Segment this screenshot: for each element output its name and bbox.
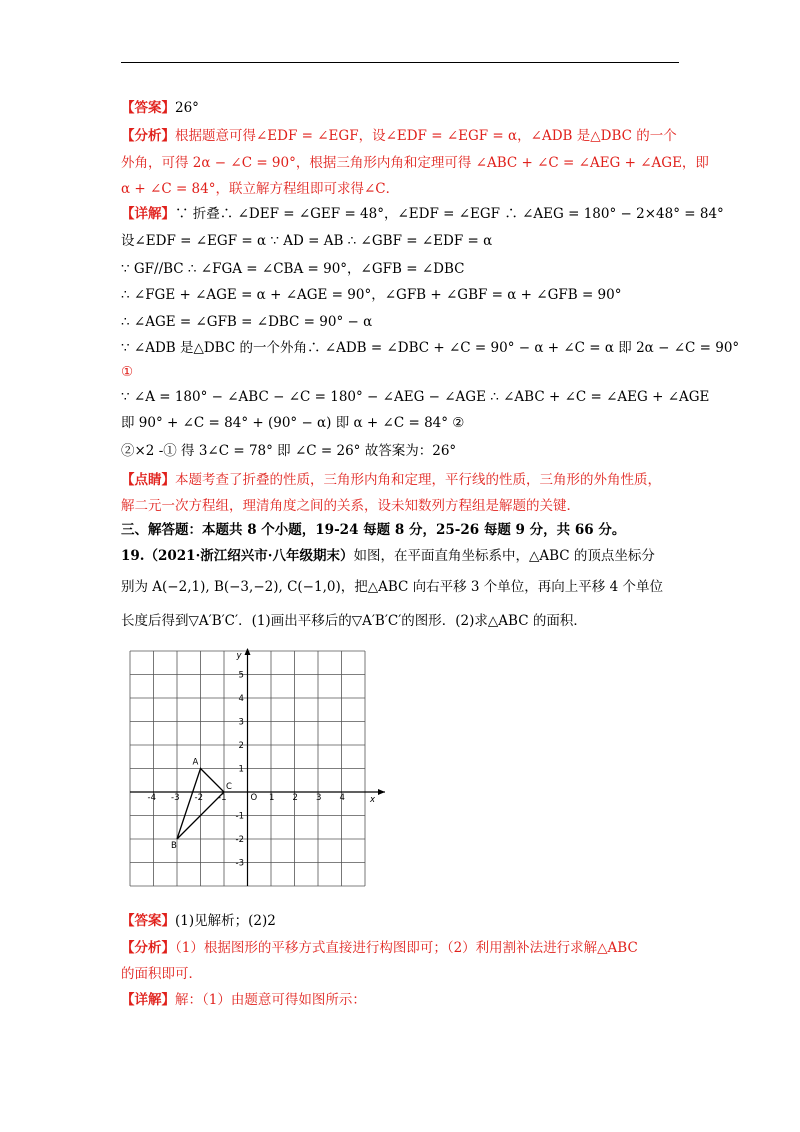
detail-line-4: ∴ ∠FGE + ∠AGE = α + ∠AGE = 90°，∠GFB + ∠GBF = α + ∠GFB = 90° bbox=[121, 287, 622, 303]
header-rule bbox=[121, 62, 679, 63]
y-tick-label: 2 bbox=[238, 741, 244, 751]
answer2-line bbox=[121, 911, 276, 931]
answer2-tag: 【答案】 bbox=[121, 913, 175, 929]
vertex-label: B bbox=[171, 841, 177, 851]
question-line-2: 别为 A(−2,1), B(−3,−2), C(−1,0)，把△ABC 向右平移 3 个单位，再向上平移 4 个单位 bbox=[121, 579, 663, 595]
detail-line-6: ∵ ∠ADB 是△DBC 的一个外角∴ ∠ADB = ∠DBC + ∠C = 90° − α + ∠C = α 即 2α − ∠C = 90° bbox=[121, 340, 740, 356]
detail2-line bbox=[121, 990, 366, 1010]
detail-line-7: ① bbox=[121, 364, 134, 380]
y-axis-arrow bbox=[245, 648, 251, 655]
comment-text-1: 本题考查了折叠的性质，三角形内角和定理，平行线的性质，三角形的外角性质， bbox=[175, 472, 661, 488]
answer-line bbox=[121, 98, 199, 118]
x-tick-label: -1 bbox=[218, 793, 227, 803]
analysis-line-3: α + ∠C = 84°，联立解方程组即可求得∠C． bbox=[121, 181, 400, 197]
answer-value: 26° bbox=[175, 100, 199, 116]
analysis2-tag: 【分析】 bbox=[121, 940, 175, 956]
analysis-line-1 bbox=[121, 126, 677, 146]
detail-line-8: ∵ ∠A = 180° − ∠ABC − ∠C = 180° − ∠AEG − ∠AGE ∴ ∠ABC + ∠C = ∠AEG + ∠AGE bbox=[121, 389, 710, 405]
detail2-text: 解：（1）由题意可得如图所示： bbox=[175, 992, 366, 1008]
detail-line-1 bbox=[121, 204, 724, 224]
x-tick-label: -4 bbox=[147, 793, 156, 803]
comment-line-2: 解二元一次方程组，理清角度之间的关系，设未知数列方程组是解题的关键． bbox=[121, 498, 580, 514]
x-tick-label: 4 bbox=[339, 793, 345, 803]
x-tick-label: 2 bbox=[292, 793, 298, 803]
analysis-text-1: 根据题意可得∠EDF = ∠EGF，设∠EDF = ∠EGF = α，∠ADB 是△DBC 的一个 bbox=[175, 128, 677, 144]
x-axis-label: x bbox=[370, 795, 376, 805]
question-line-1 bbox=[121, 546, 655, 566]
comment-line-1 bbox=[121, 470, 661, 490]
analysis2-text-1: （1）根据图形的平移方式直接进行构图即可；（2）利用割补法进行求解△ABC bbox=[175, 940, 638, 956]
y-tick-label: 5 bbox=[238, 670, 244, 681]
detail-line-5: ∴ ∠AGE = ∠GFB = ∠DBC = 90° − α bbox=[121, 314, 373, 330]
analysis2-line-1 bbox=[121, 938, 638, 958]
analysis-line-2: 外角，可得 2α − ∠C = 90°，根据三角形内角和定理可得 ∠ABC + ∠C = ∠AEG + ∠AGE，即 bbox=[121, 155, 709, 171]
question-number: 19. bbox=[121, 548, 145, 564]
y-tick-label: -2 bbox=[235, 835, 244, 845]
detail-line-10: ②×2 -① 得 3∠C = 78° 即 ∠C = 26° 故答案为：26° bbox=[121, 443, 457, 459]
analysis2-line-2: 的面积即可． bbox=[121, 966, 202, 982]
origin-label: O bbox=[250, 793, 258, 803]
x-tick-label: 1 bbox=[269, 793, 275, 803]
comment-tag: 【点睛】 bbox=[121, 472, 175, 488]
detail-line-2: 设∠EDF = ∠EGF = α ∵ AD = AB ∴ ∠GBF = ∠EDF = α bbox=[121, 233, 493, 249]
question-source: （2021·浙江绍兴市·八年级期末） bbox=[144, 548, 354, 564]
y-tick-label: -1 bbox=[235, 811, 244, 822]
detail-line-3: ∵ GF//BC ∴ ∠FGA = ∠CBA = 90°，∠GFB = ∠DBC bbox=[121, 261, 465, 277]
answer2-value: (1)见解析；(2)2 bbox=[175, 913, 276, 929]
x-tick-label: -2 bbox=[194, 793, 203, 803]
analysis-tag: 【分析】 bbox=[121, 128, 175, 144]
x-tick-label: -3 bbox=[171, 793, 180, 803]
y-tick-label: 4 bbox=[238, 694, 244, 704]
question-text-1: 如图，在平面直角坐标系中，△ABC 的顶点坐标分 bbox=[353, 548, 655, 564]
x-axis-arrow bbox=[378, 789, 385, 795]
detail2-tag: 【详解】 bbox=[121, 992, 175, 1008]
detail-line-9: 即 90° + ∠C = 84° + (90° − α) 即 α + ∠C = 84° ② bbox=[121, 415, 465, 431]
y-tick-label: -3 bbox=[235, 858, 244, 869]
question-line-3: 长度后得到▽A′B′C′．(1)画出平移后的▽A′B′C′的图形．(2)求△ABC 的面积． bbox=[121, 613, 587, 629]
y-axis-label: y bbox=[236, 651, 242, 661]
section-heading: 三、解答题：本题共 8 个小题，19-24 每题 8 分，25-26 每题 9 分，共 66 分。 bbox=[121, 522, 626, 538]
x-tick-label: 3 bbox=[316, 793, 322, 803]
vertex-label: C bbox=[226, 782, 232, 792]
detail-text-1: ∵ 折叠∴ ∠DEF = ∠GEF = 48°，∠EDF = ∠EGF ∴ ∠AEG = 180° − 2×48° = 84° bbox=[175, 206, 724, 222]
y-tick-label: 3 bbox=[238, 717, 244, 728]
y-tick-label: 1 bbox=[238, 764, 244, 775]
coordinate-grid-figure bbox=[127, 648, 376, 893]
answer-tag: 【答案】 bbox=[121, 100, 175, 116]
detail-tag: 【详解】 bbox=[121, 206, 175, 222]
vertex-label: A bbox=[192, 757, 199, 768]
